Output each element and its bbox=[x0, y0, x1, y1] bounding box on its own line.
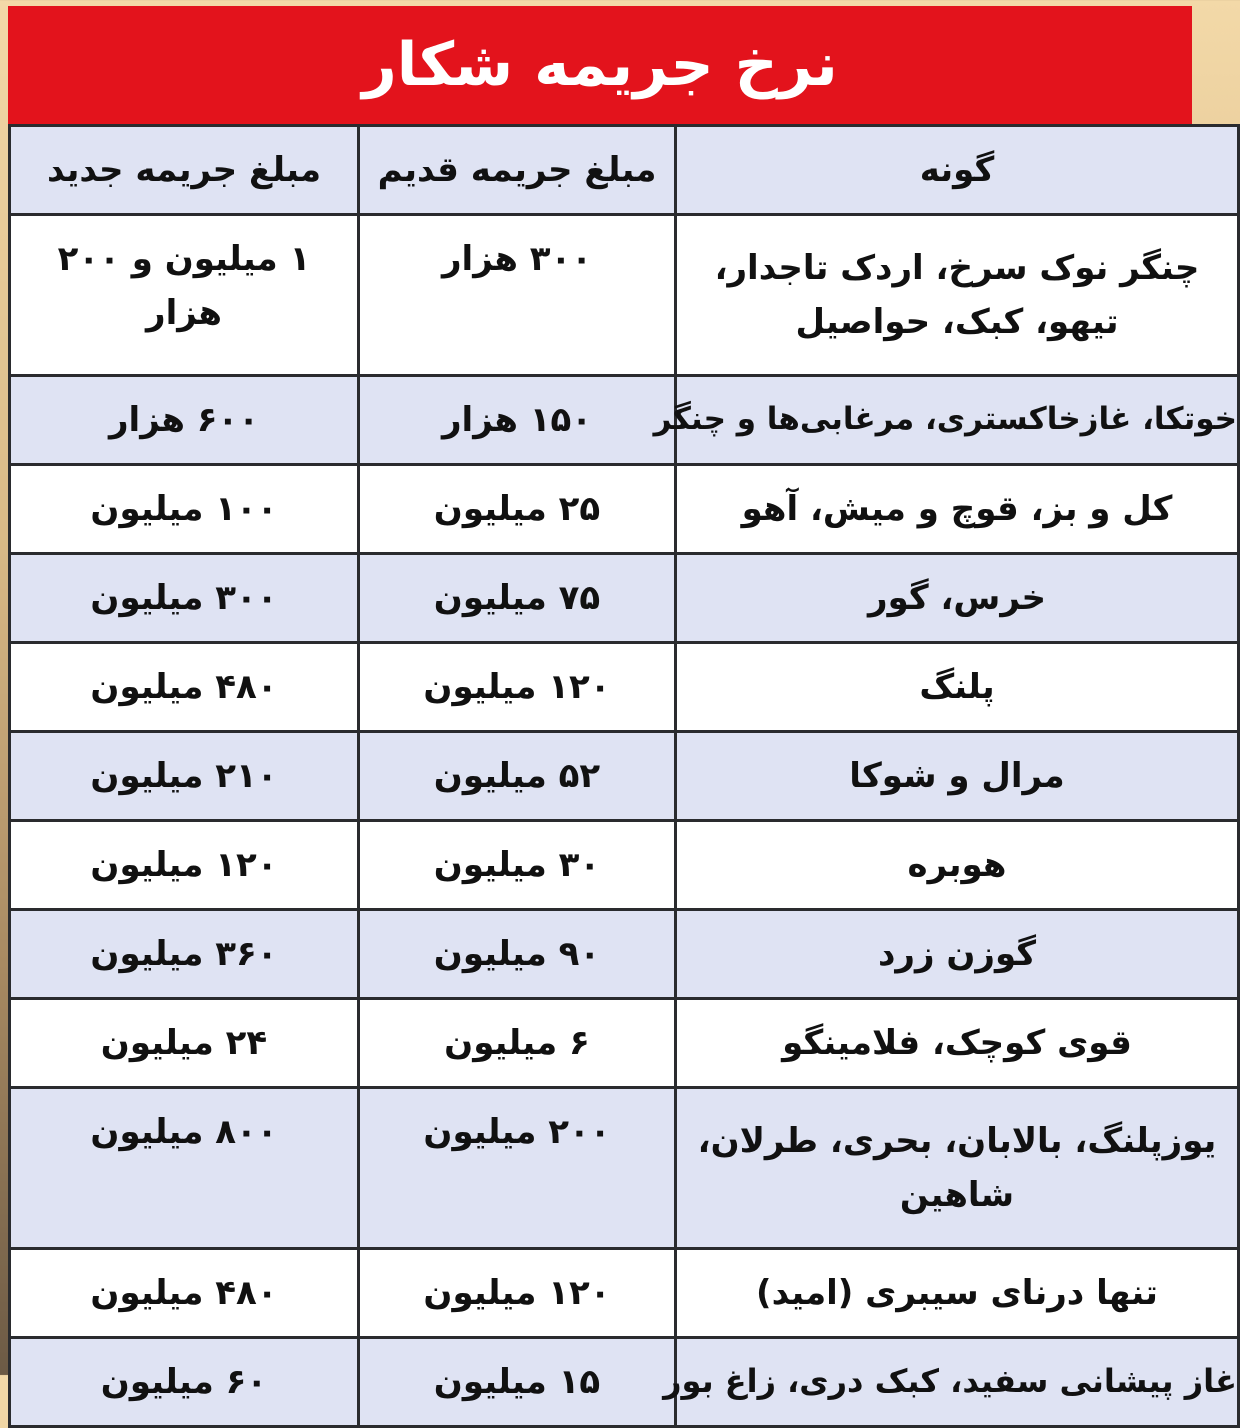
species-cell: چنگر نوک سرخ، اردک تاجدار، تیهو، کبک، حواصیل bbox=[676, 215, 1239, 376]
fine-table-card bbox=[8, 6, 1237, 1402]
species-cell: خرس، گور bbox=[676, 554, 1239, 643]
species-cell: کل و بز، قوچ و میش، آهو bbox=[676, 465, 1239, 554]
table-header-row bbox=[10, 126, 1239, 215]
new-fine-cell: ۴۸۰ میلیون bbox=[10, 643, 359, 732]
table-row bbox=[10, 554, 1239, 643]
new-fine-cell: ۳۰۰ میلیون bbox=[10, 554, 359, 643]
species-cell: غاز پیشانی سفید، کبک دری، زاغ بور bbox=[676, 1338, 1239, 1427]
header-old-fine: مبلغ جریمه قدیم bbox=[359, 126, 676, 215]
old-fine-cell: ۲۵ میلیون bbox=[359, 465, 676, 554]
new-fine-cell: ۱ میلیون و ۲۰۰ هزار bbox=[10, 215, 359, 376]
old-fine-cell: ۹۰ میلیون bbox=[359, 910, 676, 999]
new-fine-cell: ۱۰۰ میلیون bbox=[10, 465, 359, 554]
table-row bbox=[10, 1088, 1239, 1249]
page-title: نرخ جریمه شکار bbox=[362, 30, 838, 100]
old-fine-cell: ۱۵ میلیون bbox=[359, 1338, 676, 1427]
new-fine-cell: ۶۰۰ هزار bbox=[10, 376, 359, 465]
species-cell: مرال و شوکا bbox=[676, 732, 1239, 821]
species-cell: گوزن زرد bbox=[676, 910, 1239, 999]
table-row bbox=[10, 732, 1239, 821]
new-fine-cell: ۸۰۰ میلیون bbox=[10, 1088, 359, 1249]
old-fine-cell: ۱۲۰ میلیون bbox=[359, 643, 676, 732]
table-row bbox=[10, 910, 1239, 999]
new-fine-cell: ۲۴ میلیون bbox=[10, 999, 359, 1088]
header-species: گونه bbox=[676, 126, 1239, 215]
species-cell: هوبره bbox=[676, 821, 1239, 910]
table-row bbox=[10, 1338, 1239, 1427]
new-fine-cell: ۲۱۰ میلیون bbox=[10, 732, 359, 821]
table-row bbox=[10, 465, 1239, 554]
new-fine-cell: ۱۲۰ میلیون bbox=[10, 821, 359, 910]
old-fine-cell: ۶ میلیون bbox=[359, 999, 676, 1088]
new-fine-cell: ۴۸۰ میلیون bbox=[10, 1249, 359, 1338]
header-new-fine: مبلغ جریمه جدید bbox=[10, 126, 359, 215]
table-row bbox=[10, 215, 1239, 376]
table-row bbox=[10, 821, 1239, 910]
old-fine-cell: ۳۰۰ هزار bbox=[359, 215, 676, 376]
old-fine-cell: ۱۵۰ هزار bbox=[359, 376, 676, 465]
species-cell: خوتکا، غازخاکستری، مرغابی‌ها و چنگر bbox=[676, 376, 1239, 465]
old-fine-cell: ۵۲ میلیون bbox=[359, 732, 676, 821]
species-cell: پلنگ bbox=[676, 643, 1239, 732]
old-fine-cell: ۳۰ میلیون bbox=[359, 821, 676, 910]
table-row bbox=[10, 1249, 1239, 1338]
species-cell: قوی کوچک، فلامینگو bbox=[676, 999, 1239, 1088]
table-row bbox=[10, 376, 1239, 465]
old-fine-cell: ۲۰۰ میلیون bbox=[359, 1088, 676, 1249]
species-cell: تنها درنای سیبری (امید) bbox=[676, 1249, 1239, 1338]
title-bar bbox=[8, 6, 1192, 124]
fine-table bbox=[8, 124, 1240, 1428]
species-cell: یوزپلنگ، بالابان، بحری، طرلان، شاهین bbox=[676, 1088, 1239, 1249]
table-row bbox=[10, 643, 1239, 732]
old-fine-cell: ۱۲۰ میلیون bbox=[359, 1249, 676, 1338]
table-row bbox=[10, 999, 1239, 1088]
old-fine-cell: ۷۵ میلیون bbox=[359, 554, 676, 643]
new-fine-cell: ۶۰ میلیون bbox=[10, 1338, 359, 1427]
new-fine-cell: ۳۶۰ میلیون bbox=[10, 910, 359, 999]
